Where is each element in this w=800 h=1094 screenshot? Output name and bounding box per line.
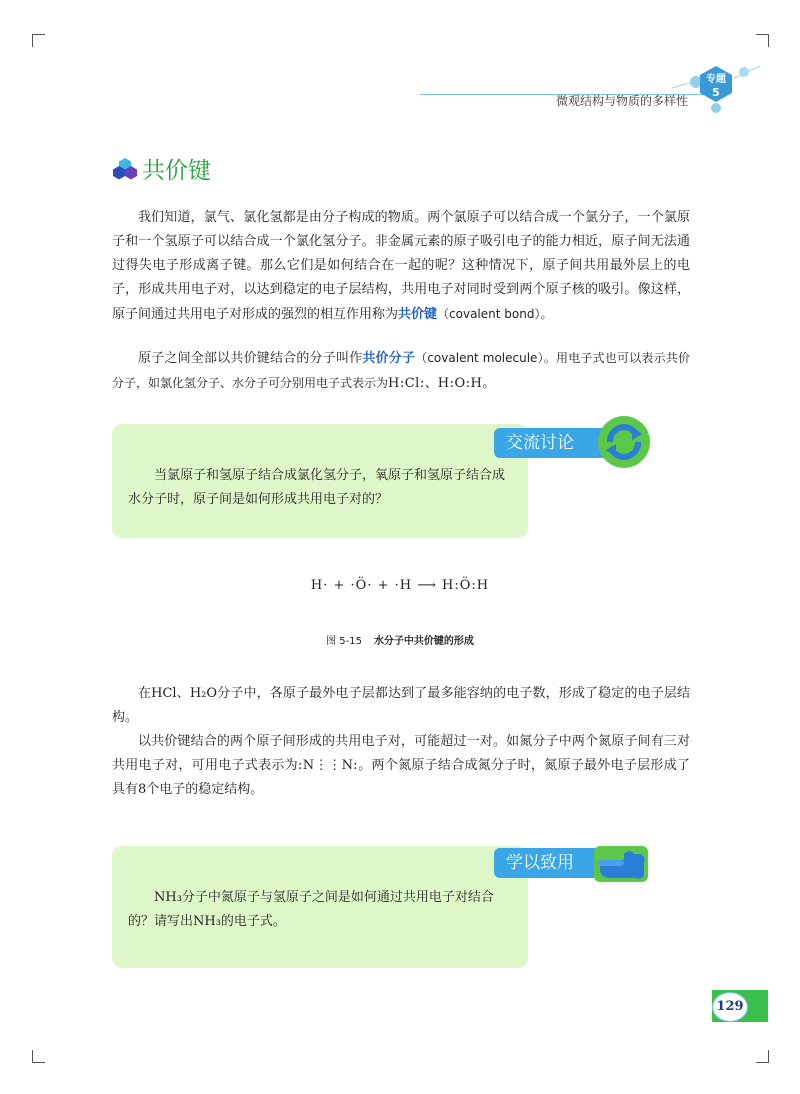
badge-number: 5 [712, 86, 720, 99]
electron-formula-h2o: H:O:H [437, 376, 483, 391]
crop-mark-bottom-left [32, 1050, 45, 1063]
covalent-molecule-paragraph: 原子之间全部以共价键结合的分子叫作共价分子（covalent molecule）。用电子式也可以表示共价分子，如氯化氢分子、水分子可分别用电子式表示为H:Cl:、H:O:H。 [112, 351, 690, 391]
badge-label: 专题 [706, 74, 726, 85]
crop-mark-top-right [756, 34, 769, 47]
chapter-badge [672, 58, 762, 122]
term-covalent-molecule: 共价分子 [362, 351, 416, 366]
apply-label: 学以致用 [494, 848, 614, 878]
figure-caption [0, 632, 800, 647]
nitrogen-paragraph: 以共价键结合的两个原子间形成的共用电子对，可能超过一对。如氮分子中两个氮原子间有三对共用电子对，可用电子式表示为:N⋮⋮N:。两个氮原子结合成氮分子时，氮原子最外电子层形成了具有8个电子的稳定结构。 [112, 734, 690, 797]
discussion-text: 当氯原子和氢原子结合成氯化氢分子，氧原子和氢原子结合成水分子时，原子间是如何形成共用电子对的？ [128, 468, 506, 507]
discussion-label: 交流讨论 [494, 428, 614, 458]
discussion-box [112, 424, 528, 538]
water-reaction-equation: H· + ·Ö· + ·H ⟶ H:Ö:H [310, 578, 490, 593]
apply-text: NH₃分子中氮原子与氢原子之间是如何通过共用电子对结合的？请写出NH₃的电子式。 [128, 890, 494, 929]
pointing-hand-icon [590, 832, 654, 892]
electron-formula-n2: :N⋮⋮N: [297, 758, 358, 773]
cubes-icon [112, 158, 138, 184]
crop-mark-bottom-right [756, 1050, 769, 1063]
intro-paragraph: 我们知道，氯气、氯化氢都是由分子构成的物质。两个氯原子可以结合成一个氯分子，一个氯原子和一个氢原子可以结合成一个氯化氢分子。非金属元素的原子吸引电子的能力相近，原子间无法通过得失电子形成离子键。那么它们是如何结合在一起的呢？这种情况下，原子间共用最外层上的电子，形成共用电子对，以达到稳定的电子层结构，共用电子对同时受到两个原子核的吸引。像这样，原子间通过共用电子对形成的强烈的相互作用称为共价键（covalent bond）。 [112, 210, 690, 322]
refresh-cycle-icon [594, 412, 654, 476]
crop-mark-top-left [32, 34, 45, 47]
term-covalent-bond: 共价键 [398, 307, 438, 322]
figure-number: 图 5-15 [326, 636, 362, 647]
apply-box [112, 846, 528, 968]
figure-caption-text: 水分子中共价键的形成 [373, 636, 474, 647]
page-number: 129 [712, 992, 748, 1022]
electron-formula-hcl: H:Cl: [388, 376, 425, 391]
section-title: 共价键 [142, 158, 211, 184]
chapter-title: 微观结构与物质的多样性 [556, 94, 689, 108]
stable-shell-paragraph: 在HCl、H₂O分子中，各原子最外电子层都达到了最多能容纳的电子数，形成了稳定的电子层结构。 [112, 686, 690, 725]
